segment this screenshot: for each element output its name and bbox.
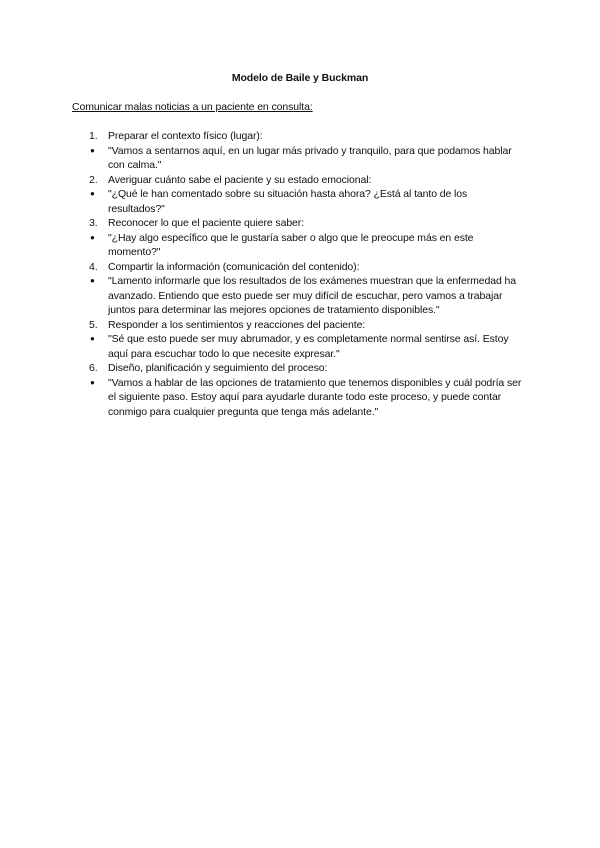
bullet-icon: ●	[90, 232, 95, 242]
list-item-text: Diseño, planificación y seguimiento del proceso:	[108, 362, 328, 374]
list-item-text: "¿Qué le han comentado sobre su situación hasta ahora? ¿Está al tanto de los resultados?"	[108, 188, 468, 215]
bullet-icon: ●	[90, 377, 95, 387]
bullet-icon: ●	[90, 145, 95, 155]
step-item-4	[0, 260, 600, 275]
example-quote-3	[0, 231, 600, 260]
step-item-6	[0, 361, 600, 376]
document-subtitle: Comunicar malas noticias a un paciente en consulta:	[72, 101, 313, 113]
list-item-text: "Lamento informarle que los resultados de los exámenes muestran que la enfermedad ha avanzado. Entiendo que esto puede ser muy difícil de escuchar, pero vamos a trabajar juntos para determinar las mejores opciones de tratamiento disponibles."	[108, 275, 516, 316]
list-item-text: Responder a los sentimientos y reacciones del paciente:	[108, 318, 366, 331]
list-item-text: "Vamos a hablar de las opciones de tratamiento que tenemos disponibles y cuál podría ser el siguiente paso. Estoy aquí para ayudarle durante todo este proceso, y puede contar conmigo para cualquier pregunta que tenga más adelante."	[108, 376, 522, 418]
list-item-text: Averiguar cuánto sabe el paciente y su estado emocional:	[108, 173, 372, 186]
bullet-icon: ●	[90, 276, 95, 285]
example-quote-4	[0, 274, 600, 318]
document-title: Modelo de Baile y Buckman	[231, 72, 369, 84]
list-item-text: "Sé que esto puede ser muy abrumador, y es completamente normal sentirse así. Estoy aquí para escuchar todo lo que necesite expresar."	[108, 333, 509, 360]
list-number: 5.	[89, 318, 98, 331]
bullet-icon: ●	[90, 189, 95, 198]
list-item-text: Reconocer lo que el paciente quiere saber:	[108, 217, 305, 229]
list-number: 4.	[89, 260, 98, 273]
example-quote-5	[0, 332, 600, 361]
list-item-text: "Vamos a sentarnos aquí, en un lugar más privado y tranquilo, para que podamos hablar con calma."	[108, 144, 512, 171]
example-quote-2	[0, 187, 600, 216]
step-item-2	[0, 173, 600, 188]
step-item-3	[0, 216, 600, 231]
step-item-5	[0, 318, 600, 333]
step-item-1	[0, 129, 600, 144]
list-item-text: "¿Hay algo específico que le gustaría saber o algo que le preocupe más en este momento?"	[108, 231, 474, 258]
bullet-icon: ●	[90, 334, 95, 343]
list-item-text: Preparar el contexto físico (lugar):	[108, 130, 263, 142]
example-quote-1	[0, 144, 600, 173]
list-number: 3.	[89, 217, 98, 229]
list-item-text: Compartir la información (comunicación del contenido):	[108, 260, 360, 273]
example-quote-6	[0, 376, 600, 420]
list-number: 1.	[89, 130, 98, 142]
steps-list	[0, 129, 600, 419]
list-number: 6.	[89, 362, 98, 374]
list-number: 2.	[89, 173, 98, 186]
